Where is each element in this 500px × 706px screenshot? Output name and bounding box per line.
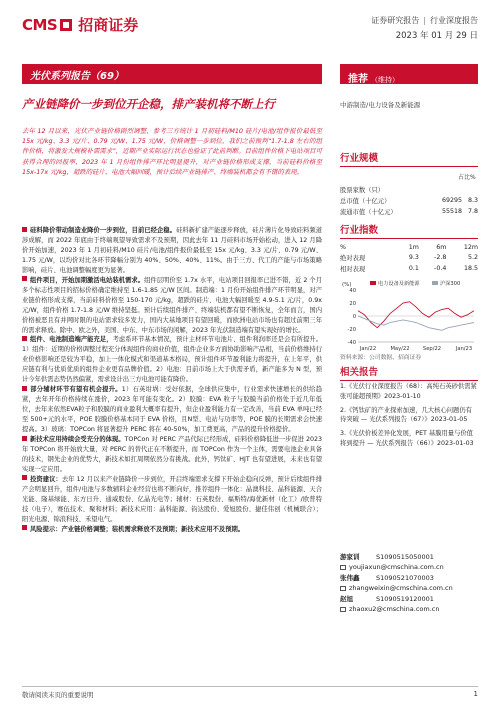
bullet-square-icon bbox=[22, 386, 27, 391]
analyst-entry: 张伟鑫 S1090521070003 zhangweixin@cmschina.com.cn bbox=[340, 574, 453, 592]
analysts-list bbox=[340, 553, 478, 616]
table-row: 总市值（十亿元） 69295 8.3 bbox=[340, 197, 478, 205]
chart-source: 资料来源：公司数据、招商证券 bbox=[340, 355, 422, 361]
x-tick-label: Jan/23 bbox=[455, 346, 473, 352]
table-row: 相对表现 0.1 -0.4 18.5 bbox=[340, 265, 478, 273]
bullet-3: 组件、电池制造端产能充足，考虑系环节基本情况，预计主材环节电池片、组件利润率还是会有所提升。1）组件：近期的价格调整过程充分体现组件的商业价值，组件企业多方面协助影响产品相，当前价格维持行业价格影响还是较为平稳，加上一体化模式和渠道基本格局，预计组件环节盈利能力将提升，在上年平，供应链有利与优质优质的组件企业更有品牌价值。2）电池：目前市场上大于供需矛盾，新产能多为 N 型，预计今年供需态势仍然偏紧，需求设计出三方电池可能有降价。 bbox=[22, 336, 323, 384]
bullet-square-icon bbox=[22, 276, 27, 281]
industry-scale-title: 行业规模 bbox=[340, 150, 478, 167]
headline: 产业链降价一步到位开企稳，排产装机将不断上行 bbox=[22, 97, 275, 111]
series-line bbox=[358, 302, 474, 328]
table-row: 流通市值（十亿元） 55518 7.8 bbox=[340, 208, 478, 216]
bullet-4: 部分辅材环节有望有机会提升。1）石英坩埚：受好依据，全球供应集中，行业需求快速增长的供给趋紧，去年开年价格持续在涨价，2023 年可能有变化。2）胶膜：EVA 粒子与胶膜当前价格处于近几年低位，去年来依然EVA粒子和胶膜的商业盈利大概率有提升，但企业盈利能力有一定改善，当前 EVA 单吨已经至 500+元的水平，POE 胶膜价格基本同于 EVA 价格，且N型、电站与功率等，POE 膜的长期需求会快速提高。3）玻璃：TOPCon 将显著提升 PERC 将在 40-50%，加工费更高，产品的提升价格提价。 bbox=[22, 386, 322, 434]
analyst-entry: 游家训 S1090515050001 youjiaxun@cmschina.com.cn bbox=[340, 553, 444, 571]
bullet-7: 风险提示：产业链价格调整；装机需求释放不及预期；新技术应用不及预期。 bbox=[22, 525, 322, 535]
report-date: 2023 年 01 月 29 日 bbox=[395, 31, 478, 41]
logo-cn-text: 招商证券 bbox=[78, 16, 139, 34]
report-header bbox=[0, 0, 500, 42]
mail-icon bbox=[340, 565, 346, 570]
subsector: 中游制造/电力设备及新能源 bbox=[340, 101, 421, 109]
bullet-square-icon bbox=[22, 436, 27, 441]
table-row: 绝对表现 9.3 -2.8 5.2 bbox=[340, 254, 478, 262]
footer-divider bbox=[22, 686, 478, 687]
y-axis-label: (%) bbox=[342, 282, 352, 288]
list-item[interactable]: 1.《光伏行业深度报告（68）：高纯石英砂供需紧张可能超预期》2023-01-10 bbox=[340, 383, 477, 400]
list-item[interactable]: 3.《光伏价板差异化发展，PET 基膜用量与价值将到提升 — 光伏系列报告（66）》2023-01-03 bbox=[340, 430, 474, 447]
bullet-square-icon bbox=[22, 227, 27, 232]
table-row: 股票家数（只） bbox=[340, 187, 385, 194]
report-category: 证券研究报告 | 行业深度报告 bbox=[371, 16, 478, 25]
rating-main: 推荐 bbox=[348, 74, 368, 85]
scale-note: 占比% bbox=[458, 174, 476, 181]
analyst-email[interactable]: zhaoxu2@cmschina.com.cn bbox=[349, 604, 440, 613]
summary-paragraph: 去年 12 月以来，光伏产业链价格剧烈调整，参考三方统计 1 月初硅料/M10 硅片/电池/组件报价最低至 15x 元/kg、3.3 元/片、0.79 元/W、1.75 元/W，价格调整一步到位，我们之前预判“1.7-1.8 左右的组件价格，将激发大规模补需需求”，近期产业实际运行状态也验证了此前判断。目前组件价格下电站项目可获得合理的回报率，2023 年 1 月份组件排产环比明显提升，对产业链价格形成支撑，当前硅料价格至 15x-17x 元/kg，超跌的硅片、电池大幅回暖，预计后续产业链排产、终端装机都会有不错的表现。 bbox=[22, 127, 322, 176]
x-tick-label: Sep/22 bbox=[422, 346, 442, 352]
series-title-bar: 光伏系列报告（69） bbox=[22, 64, 322, 84]
y-tick-label: -40 bbox=[347, 340, 356, 346]
industry-index-title: 行业指数 bbox=[340, 222, 478, 239]
bullet-5: 新技术应用持续会受充分的体现。TOPCon 对 PERC 产品代际已经形成，硅料价格降低进一步促进 2023 年 TOPCon 将开始放大量，对 PERC 的替代正在不断提升，而 TOPCon 作为一个主体，需要电池企业具备的技术，钢先企业的优势大，新技术如扛周期依然分有挑战。此外，钙钛矿、HJT 也有望进展，未来也有望实现一定应用。 bbox=[22, 436, 323, 473]
index-performance-table bbox=[340, 243, 478, 274]
bullet-6: 投资建议：去年 12 月以来产业链降价一步到位，开启终端需求支撑下开始企稳向反弹，预计后续组件排产会明显回升，组件/电池与多数辅料企业经营也将不断向好，推荐组件一体化：晶澳科技、晶科能源、天合光能、隆基绿能、东方日升、通威股份、亿晶光电等；辅材：石英股份、福斯特/海优新材（化工）/欧普特技（电子），赛伍技术、聚和材料；新技术应用：晶科能源、钧达股份、爱旭股份、捷佳伟创（机械联合）；阳光电源、锦浪科技、禾望电气。 bbox=[22, 475, 322, 523]
analyst-entry: 赵旭 S1090519120001 zhaoxu2@cmschina.com.cn bbox=[340, 595, 440, 613]
legend-label: 电力设备及新能源 bbox=[378, 281, 420, 287]
mail-icon bbox=[340, 586, 346, 591]
index-chart bbox=[340, 278, 480, 358]
bullet-2: 组件项目，开始加期激活电站装机需求。组件层明价至 1.7x 水平，电站项目回报率已进不错，近 2 个月多个标志性项目的招标价格确定维持至 1.6-1.85 元/W 区间。制造端：1 月份开始组件排产环节明显，对产业链价格形成支撑，当前硅料价格至 150-170 元/kg，超跌的硅片、电池大幅回暖至 4.9-5.1 元/片，0.9x 元/W，组件价格 1.7-1.8 元/W 维持坚挺。预计后续组件排产、终端装机都有望不断恢复，全年而言，国内价格被恶且有并网时限的电站需求较多发力，国内大基地项目有望回暖，而欧洲电站市场也有超过前期三年的需求释放。除中、欧之外，美国、中东、中东市场的闲解，2023 年光伏制造端有望实现好的增长。 bbox=[22, 276, 322, 334]
logo bbox=[22, 14, 138, 35]
x-tick-label: May/22 bbox=[390, 346, 410, 352]
y-tick-label: 40 bbox=[349, 288, 356, 294]
bullet-1: 硅料降价带动制造业降价一步到位，目前已经企稳。硅料新扩建产能逐步释放，硅片薄片化导致硅料频道涉成解，而 2022 年底由于终端观望导致需求不及预期，因此去年 11 月硅料市场开始松动，进入 12 月降价开始加速，2023 年 1 月初硅料/M10 硅片/电池/组件报价最低至 15x 元/kg、3.3 元/片、0.79 元/W、1.75 元/W，以均价对比各环节降幅分别为 40%、50%、40%、11%。由于三方、代工的产能与市场策略影响，硅片、电池调整幅度更为显著。 bbox=[22, 227, 323, 274]
related-reports-list bbox=[340, 382, 478, 453]
related-reports-title: 相关报告 bbox=[340, 364, 478, 381]
table-header-row: % 1m 6m 12m bbox=[340, 244, 478, 251]
analyst-email[interactable]: youjiaxun@cmschina.com.cn bbox=[349, 562, 444, 571]
series-line bbox=[358, 316, 474, 330]
legend-label: 沪深300 bbox=[440, 281, 461, 287]
logo-icon bbox=[60, 19, 72, 31]
x-tick-label: Jan/22 bbox=[359, 346, 377, 352]
logo-text: CMS bbox=[22, 15, 58, 34]
y-tick-label: -20 bbox=[347, 327, 356, 333]
footer-disclaimer: 敬请阅读末页的重要说明 bbox=[22, 691, 94, 699]
industry-scale-table bbox=[340, 184, 478, 217]
y-tick-label: 0 bbox=[352, 314, 356, 320]
page-number: 1 bbox=[473, 690, 478, 698]
rating-sub: （维持） bbox=[371, 76, 399, 84]
index-chart-svg bbox=[340, 278, 480, 354]
legend-swatch bbox=[370, 281, 376, 285]
bullet-square-icon bbox=[22, 336, 27, 341]
body-bullets bbox=[22, 226, 322, 535]
analyst-email[interactable]: zhangweixin@cmschina.com.cn bbox=[349, 583, 453, 592]
list-item[interactable]: 2.《钙钛矿的产业探索加速，几大核心问题仍有待突破 — 光伏系列报告（67）》2023-01-05 bbox=[340, 406, 472, 424]
mail-icon bbox=[340, 607, 346, 612]
bullet-square-icon bbox=[22, 525, 27, 530]
rating-bar bbox=[340, 64, 478, 84]
y-tick-label: 20 bbox=[349, 301, 356, 307]
bullet-square-icon bbox=[22, 475, 27, 480]
legend-swatch bbox=[432, 281, 438, 285]
